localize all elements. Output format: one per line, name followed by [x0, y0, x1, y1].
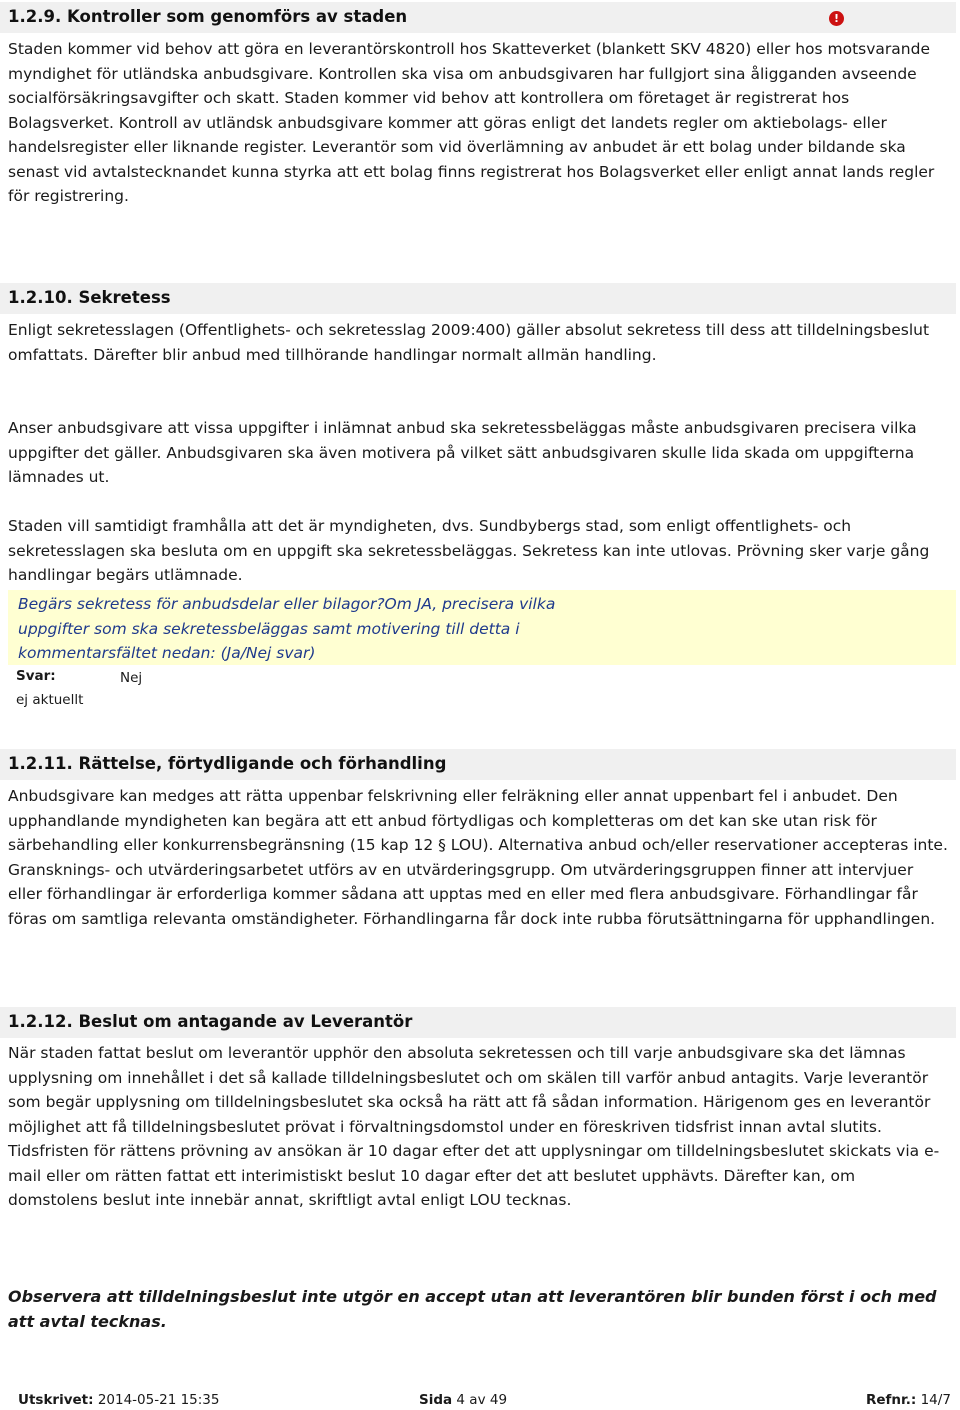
paragraph: Enligt sekretesslagen (Offentlighets- och sekretesslag 2009:400) gäller absolut sekretess till dess att tilldelningsbeslut omfattats. Därefter blir anbud med tillhörande handlingar normalt allmän handling. [8, 321, 930, 364]
footer-printed [18, 1392, 219, 1408]
ref-label: Refnr.: [866, 1392, 917, 1408]
note-text: Observera att tilldelningsbeslut inte utgör en accept utan att leverantören blir bunden först i och med att avtal tecknas. [8, 1287, 937, 1331]
section-number: 1.2.12. [8, 1012, 73, 1031]
ref-value: 14/7 [920, 1392, 951, 1408]
section-title: Sekretess [78, 288, 171, 307]
answer-comment: ej aktuellt [16, 692, 84, 708]
section-heading-1-2-12 [0, 1007, 956, 1038]
paragraph: Staden vill samtidigt framhålla att det är myndigheten, dvs. Sundbybergs stad, som enligt offentlighets- och sekretesslagen ska besluta om en uppgift ska sekretessbeläggas. Sekretess kan inte utlovas. Prövning sker varje gång handlingar begärs utlämnade. [8, 517, 930, 584]
section-heading-1-2-11 [0, 749, 956, 780]
section-title: Rättelse, förtydligande och förhandling [78, 754, 447, 773]
paragraph: Anbudsgivare kan medges att rätta uppenbar felskrivning eller felräkning eller annat uppenbart fel i anbudet. Den upphandlande myndigheten kan begära att ett anbud förtydligas och kompletteras om det kan ske utan risk för särbehandling eller konkurrensbegränsning (15 kap 12 § LOU). Alternativa anbud och/eller reservationer accepteras inte. Gransknings- och utvärderingsarbetet utförs av en utvärderingsgrupp. Om utvärderingsgruppen finner att intervjuer eller förhandlingar är erforderliga kommer sådana att upptas med en eller med flera anbudsgivare. Förhandlingar får föras om samtliga relevanta omständigheter. Förhandlingarna får dock inte rubba förutsättningarna för upphandlingen. [8, 787, 948, 928]
paragraph: Staden kommer vid behov att göra en leverantörskontroll hos Skatteverket (blankett SKV 4820) eller hos motsvarande myndighet för utländska anbudsgivare. Kontrollen ska visa om anbudsgivaren har fullgjort sina åligganden avseende socialförsäkringsavgifter och skatt. Staden kommer vid behov att kontrollera om företaget är registrerat hos Bolagsverket. Kontroll av utländsk anbudsgivare kommer att göras enligt det landets regler om aktiebolags- eller handelsregister eller liknande register. Leverantör som vid överlämning av anbudet är ett bolag under bildande ska senast vid avtalstecknandet kunna styrka att ett bolag finns registrerat hos Bolagsverket eller enligt annat lands regler för registrering. [8, 40, 935, 205]
printed-label: Utskrivet: [18, 1392, 94, 1408]
answer-value: Nej [120, 670, 143, 686]
page-value: 4 av 49 [456, 1392, 508, 1408]
page-label: Sida [419, 1392, 453, 1408]
answer-label: Svar: [16, 668, 56, 684]
footer-ref [866, 1392, 951, 1408]
section-number: 1.2.11. [8, 754, 73, 773]
section-number: 1.2.9. [8, 7, 62, 26]
footer-page [419, 1392, 507, 1408]
section-title: Kontroller som genomförs av staden [67, 7, 408, 26]
section-number: 1.2.10. [8, 288, 73, 307]
paragraph: När staden fattat beslut om leverantör upphör den absoluta sekretessen och till varje anbudsgivare ska det lämnas upplysning om innehållet i det så kallade tilldelningsbeslutet och om skälen till varför anbud antagits. Varje leverantör som begär upplysning om tilldelningsbeslutet ska också ha rätt att få sådan information. Härigenom ges en leverantör möjlighet att få tilldelningsbeslutet prövat i förvaltningsdomstol under en föreskriven tidsfrist innan avtal slutits. Tidsfristen för rättens prövning av ansökan är 10 dagar efter det att upplysningar om tilldelningsbeslutet skickats via e- mail eller om rätten fattat ett interimistiskt beslut 10 dagar efter det att beslutet upphävts. Därefter kan, om domstolens beslut inte innebär annat, skriftligt avtal enligt LOU tecknas. [8, 1044, 940, 1209]
paragraph: Anser anbudsgivare att vissa uppgifter i inlämnat anbud ska sekretessbeläggas måste anbudsgivaren precisera vilka uppgifter det gäller. Anbudsgivaren ska även motivera på vilket sätt anbudsgivaren skulle lida skada om uppgifterna lämnades ut. [8, 419, 917, 486]
question-box [8, 590, 956, 665]
exclamation-icon: ! [829, 11, 844, 26]
section-heading-1-2-9 [0, 2, 956, 33]
section-heading-1-2-10 [0, 283, 956, 314]
printed-value: 2014-05-21 15:35 [97, 1392, 220, 1408]
question-text: Begärs sekretess för anbudsdelar eller bilagor?Om JA, precisera vilka uppgifter som ska sekretessbeläggas samt motivering till detta i kommentarsfältet nedan: (Ja/Nej svar) [18, 595, 556, 662]
section-title: Beslut om antagande av Leverantör [78, 1012, 413, 1031]
